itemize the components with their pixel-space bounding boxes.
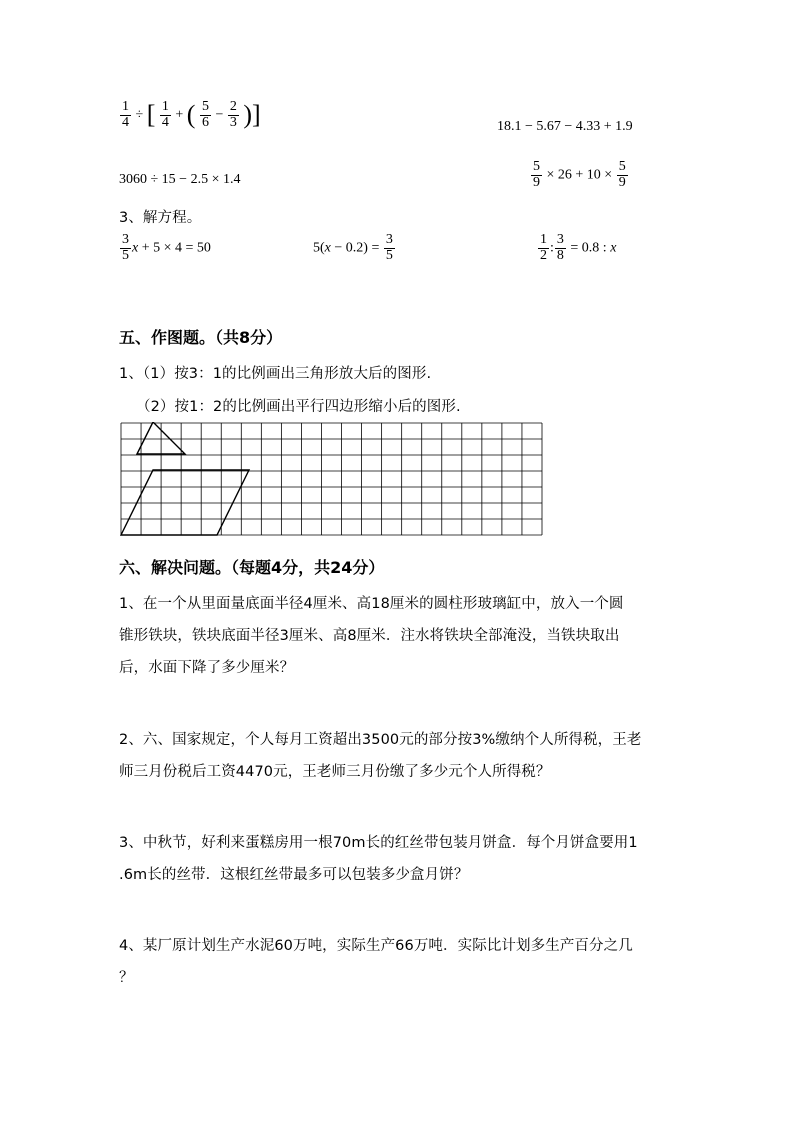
left-paren: (: [186, 100, 196, 130]
equation-1: [119, 233, 211, 263]
drawing-grid: [120, 422, 543, 536]
equation-2: 5(x − 0.2) = $\frac{3}{5}$: [313, 232, 393, 263]
left-bracket: [: [146, 100, 156, 130]
problem-3-line-1: 3、中秋节，好利来蛋糕房用一根70m长的红丝带包装月饼盒．每个月饼盒要用1: [119, 835, 638, 851]
problem-2-line-2: 师三月份税后工资4470元，王老师三月份缴了多少元个人所得税？: [119, 764, 551, 780]
fraction: $\frac{3}{5}$: [122, 232, 129, 263]
problem-4-line-1: 4、某厂原计划生产水泥60万吨，实际生产66万吨．实际比计划多生产百分之几: [119, 938, 633, 954]
variable: x: [132, 240, 139, 256]
expression-3: 3060 ÷ 15 − 2.5 × 1.4: [119, 172, 241, 187]
problem-1-line-3: 后，水面下降了多少厘米？: [119, 660, 295, 676]
parallelogram-shape: [121, 470, 249, 535]
fraction: $\frac{5}{6}$: [201, 99, 209, 130]
variable: x: [610, 240, 617, 256]
problem-2-line-1: 2、六、国家规定，个人每月工资超出3500元的部分按3%缴纳个人所得税，王老: [119, 732, 642, 748]
problem-1-line-1: 1、在一个从里面量底面半径4厘米、高18厘米的圆柱形玻璃缸中，放入一个圆: [119, 596, 624, 612]
expression-2: 18.1 − 5.67 − 4.33 + 1.9: [497, 119, 633, 134]
operator: ÷: [135, 107, 144, 123]
section-5-question-1: 1、（1）按3：1的比例画出三角形放大后的图形.: [119, 366, 432, 382]
variable: x: [324, 240, 331, 256]
fraction: $\frac{1}{4}$: [161, 99, 169, 130]
operator: +: [175, 107, 184, 123]
fraction: $\frac{1}{4}$: [122, 99, 129, 130]
problem-4-line-2: ？: [119, 970, 134, 986]
expression-1: [119, 100, 261, 130]
operator: −: [215, 107, 224, 123]
equation-rest: + 5 × 4 = 50: [141, 240, 211, 256]
expression-4: [530, 160, 629, 190]
grid-svg: [120, 422, 543, 536]
right-bracket: ]: [252, 100, 261, 130]
problem-1-line-2: 锥形铁块，铁块底面半径3厘米、高8厘米．注水将铁块全部淹没，当铁块取出: [119, 628, 620, 644]
fraction: $\frac{1}{2}$: [540, 232, 547, 263]
operator-text: × 26 + 10 ×: [546, 167, 613, 183]
right-paren: ): [243, 100, 253, 130]
problem-3-line-2: .6m长的丝带．这根红丝带最多可以包装多少盒月饼？: [119, 867, 469, 883]
fraction: $\frac{2}{3}$: [229, 99, 237, 130]
fraction: $\frac{3}{5}$: [385, 232, 393, 263]
section-5-question-2: （2）按1：2的比例画出平行四边形缩小后的图形.: [136, 399, 461, 415]
equation-3: $\frac{1}{2}$ : $\frac{3}{8}$ = 0.8 : x: [540, 232, 617, 263]
fraction: $\frac{5}{9}$: [618, 159, 626, 190]
fraction: $\frac{5}{9}$: [533, 159, 540, 190]
section-6-heading: 六、解决问题。（每题4分，共24分）: [119, 558, 385, 577]
grid-lines: [121, 423, 542, 535]
fraction: $\frac{3}{8}$: [556, 232, 564, 263]
section-5-heading: 五、作图题。（共8分）: [119, 328, 283, 347]
equations-title: 3、解方程。: [119, 210, 202, 226]
